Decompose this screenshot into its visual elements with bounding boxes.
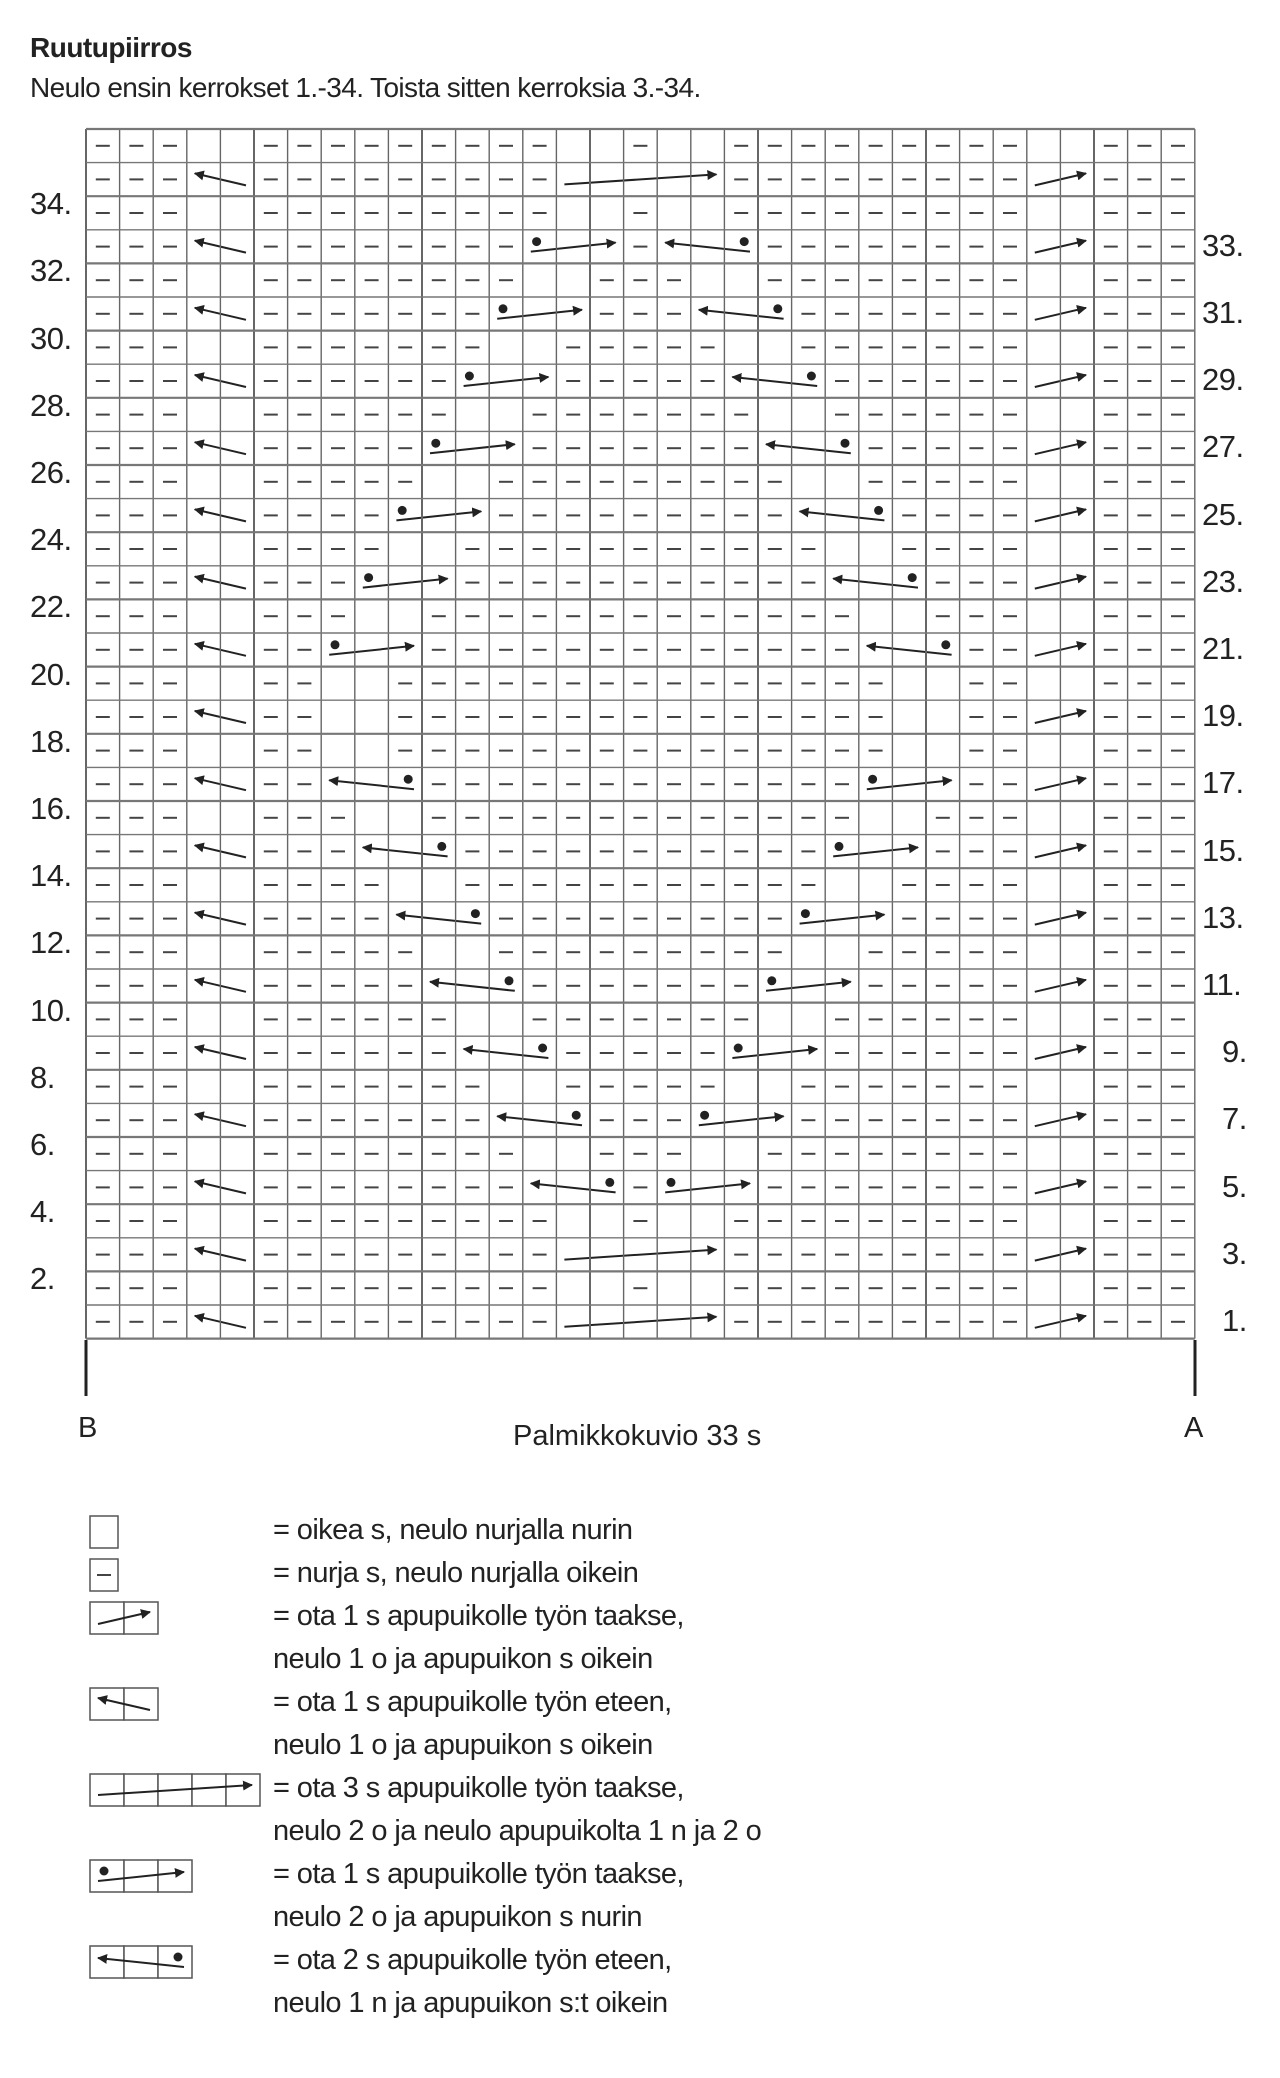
row-label: 5. (1222, 1168, 1247, 1204)
purl-dot (868, 775, 877, 784)
cable-c5 (564, 174, 716, 184)
cable-arrow (699, 1116, 784, 1125)
purl-dot (941, 640, 950, 649)
row-label: 33. (1202, 227, 1244, 263)
legend-cell (124, 1774, 158, 1806)
legend-text: = ota 1 s apupuikolle työn taakse, (273, 1858, 684, 1890)
cable-arrow (867, 780, 952, 789)
cable-arrow (732, 1049, 817, 1058)
purl-dot (801, 909, 810, 918)
legend-cell (90, 1774, 124, 1806)
purl-dot (740, 237, 749, 246)
cable-dot-r (732, 1044, 817, 1059)
chart-row-21 (96, 640, 1185, 656)
purl-dot (100, 1867, 109, 1876)
cable-dot-r (396, 506, 481, 521)
row-label: 12. (30, 925, 72, 961)
legend-cell (90, 1860, 124, 1892)
cable-dot-r (363, 573, 448, 588)
cable-dot-l (732, 372, 817, 387)
cable-arrow (430, 982, 515, 991)
cable-dot-r (800, 909, 885, 924)
chart-row-27 (96, 439, 1185, 455)
cable-arrow (867, 646, 952, 655)
row-label: 1. (1222, 1303, 1247, 1338)
purl-dot (807, 372, 816, 381)
cable-dot-r (766, 976, 851, 991)
row-label: 29. (1202, 362, 1244, 398)
cable-arrow (766, 444, 851, 453)
cable-arrow (497, 1116, 582, 1125)
cable-dot-r (833, 842, 918, 857)
cable-arrow (564, 1250, 716, 1260)
cable-arrow (363, 847, 448, 856)
row-label: 4. (30, 1194, 55, 1230)
cable-arrow (464, 1049, 549, 1058)
purl-dot (465, 372, 474, 381)
purl-dot (398, 506, 407, 515)
purl-dot (532, 237, 541, 246)
chart-row-23 (96, 573, 1185, 589)
legend-cell (90, 1688, 124, 1720)
cable-arrow (363, 579, 448, 588)
cable-dot-r (665, 1178, 750, 1193)
purl-dot (499, 304, 508, 313)
cable-arrow (564, 174, 716, 184)
legend-symbol-dot-l (90, 1946, 192, 1978)
legend-cell (124, 1688, 158, 1720)
row-label: 31. (1202, 295, 1244, 330)
purl-dot (572, 1111, 581, 1120)
cable-dot-l (867, 640, 952, 655)
cable-dot-l (766, 439, 851, 454)
cable-dot-l (464, 1044, 549, 1059)
legend-text: neulo 2 o ja apupuikon s nurin (273, 1901, 642, 1933)
cable-arrow (800, 511, 885, 520)
row-label: 21. (1202, 631, 1244, 666)
purl-dot (908, 573, 917, 582)
purl-dot (437, 842, 446, 851)
legend-text: = nurja s, neulo nurjalla oikein (273, 1557, 639, 1589)
chart-row-9 (96, 1044, 1185, 1060)
cable-arrow (396, 915, 481, 924)
legend-cell (158, 1860, 192, 1892)
purl-dot (174, 1953, 183, 1962)
chart-row-13 (96, 909, 1185, 925)
legend-cell (124, 1602, 158, 1634)
cable-dot-r (497, 304, 582, 319)
cable-dot-r (699, 1111, 784, 1126)
cable-dot-r (464, 372, 549, 387)
legend-text: neulo 2 o ja neulo apupuikolta 1 n ja 2 o (273, 1815, 762, 1847)
cable-dot-l (800, 506, 885, 521)
row-label: 8. (30, 1059, 55, 1095)
legend-symbol-purl (90, 1559, 118, 1591)
chart-row-15 (96, 842, 1185, 858)
legend-text: = oikea s, neulo nurjalla nurin (273, 1514, 633, 1546)
cable-arrow (464, 377, 549, 386)
legend-text: neulo 1 o ja apupuikon s oikein (273, 1643, 653, 1675)
cable-arrow (430, 444, 515, 453)
edge-label-a: A (1184, 1412, 1204, 1444)
cable-arrow (766, 982, 851, 991)
cable-dot-l (665, 237, 750, 252)
cable-arrow (531, 243, 616, 252)
cable-arrow (800, 915, 885, 924)
legend-text: neulo 1 o ja apupuikon s oikein (273, 1729, 653, 1761)
purl-dot (505, 976, 514, 985)
row-label: 3. (1222, 1235, 1247, 1271)
cable-c5 (564, 1250, 716, 1260)
cable-c5 (564, 1317, 716, 1327)
row-label: 7. (1222, 1101, 1247, 1137)
cable-arrow (564, 1317, 716, 1327)
purl-dot (404, 775, 413, 784)
row-label: 24. (30, 522, 72, 558)
purl-dot (538, 1044, 547, 1053)
purl-dot (431, 439, 440, 448)
legend-cell (90, 1946, 124, 1978)
purl-dot (667, 1178, 676, 1187)
chart-row-25 (96, 506, 1185, 522)
cable-dot-l (396, 909, 481, 924)
purl-dot (841, 439, 850, 448)
cable-arrow (732, 377, 817, 386)
chart-title: Ruutupiirros (30, 32, 192, 63)
cable-arrow (665, 243, 750, 252)
row-label: 17. (1202, 765, 1244, 801)
purl-dot (874, 506, 883, 515)
row-label: 27. (1202, 429, 1244, 465)
cable-dot-r (329, 640, 414, 655)
row-label: 28. (30, 387, 72, 423)
legend-symbol-c5 (90, 1774, 260, 1806)
chart-row-29 (96, 372, 1185, 388)
cable-dot-l (329, 775, 414, 790)
legend-text: = ota 3 s apupuikolle työn taakse, (273, 1772, 684, 1804)
cable-arrow (329, 780, 414, 789)
legend-text: = ota 1 s apupuikolle työn taakse, (273, 1600, 684, 1632)
cable-dot-l (833, 573, 918, 588)
cable-dot-l (497, 1111, 582, 1126)
legend-text: neulo 1 n ja apupuikon s:t oikein (273, 1987, 668, 2019)
row-label: 6. (30, 1127, 55, 1162)
cable-dot-l (699, 304, 784, 319)
chart-row-11 (96, 976, 1185, 992)
legend-symbol-tw-l (90, 1688, 158, 1720)
chart-row-19 (96, 711, 1185, 723)
cable-arrow (329, 646, 414, 655)
row-label: 20. (30, 656, 72, 692)
pattern-width-label: Palmikkokuvio 33 s (513, 1420, 762, 1452)
cable-arrow (497, 310, 582, 319)
legend-symbol-dot-r (90, 1860, 192, 1892)
legend-text: = ota 1 s apupuikolle työn eteen, (273, 1686, 672, 1718)
row-label: 34. (30, 186, 72, 222)
cable-dot-l (430, 976, 515, 991)
purl-dot (364, 573, 373, 582)
chart-row-31 (96, 304, 1185, 320)
purl-dot (767, 976, 776, 985)
chart-instructions: Neulo ensin kerrokset 1.-34. Toista sitten kerroksia 3.-34. (30, 72, 701, 103)
row-label: 13. (1202, 899, 1244, 935)
purl-dot (605, 1178, 614, 1187)
cable-arrow (833, 579, 918, 588)
row-label: 30. (30, 320, 72, 356)
purl-dot (700, 1111, 709, 1120)
cable-arrow (665, 1183, 750, 1192)
chart-row-7 (96, 1111, 1185, 1127)
cable-dot-l (363, 842, 448, 857)
cable-dot-r (531, 237, 616, 252)
purl-dot (734, 1044, 743, 1053)
cable-dot-l (531, 1178, 616, 1193)
cable-arrow (833, 847, 918, 856)
legend-cell (90, 1516, 118, 1548)
legend-cell (226, 1774, 260, 1806)
legend-cell (158, 1946, 192, 1978)
row-label: 10. (30, 992, 72, 1028)
legend-cell (192, 1774, 226, 1806)
row-label: 16. (30, 791, 72, 826)
chart-row-33 (96, 237, 1185, 253)
purl-dot (773, 304, 782, 313)
legend-symbol-tw-r (90, 1602, 158, 1634)
cable-arrow (396, 511, 481, 520)
row-label: 14. (30, 858, 72, 894)
purl-dot (835, 842, 844, 851)
cable-dot-r (430, 439, 515, 454)
row-label: 26. (30, 455, 72, 490)
legend-cell (90, 1602, 124, 1634)
edge-label-b: B (78, 1412, 98, 1444)
purl-dot (331, 640, 340, 649)
cable-arrow (699, 310, 784, 319)
chart-row-35 (96, 173, 1185, 185)
chart-row-5 (96, 1178, 1185, 1194)
cable-arrow (531, 1183, 616, 1192)
row-label: 19. (1202, 698, 1244, 734)
row-label: 25. (1202, 496, 1244, 532)
chart-row-3 (96, 1249, 1185, 1261)
row-label: 15. (1202, 832, 1244, 868)
chart-row-17 (96, 775, 1185, 791)
row-label: 22. (30, 589, 72, 625)
row-label: 11. (1202, 967, 1242, 1002)
chart-row-1 (96, 1316, 1185, 1328)
legend-symbol-knit (90, 1516, 118, 1548)
row-label: 18. (30, 723, 72, 759)
row-label: 32. (30, 253, 72, 289)
cable-dot-r (867, 775, 952, 790)
row-label: 23. (1202, 563, 1244, 599)
row-label: 2. (30, 1261, 55, 1297)
row-label: 9. (1222, 1034, 1247, 1070)
purl-dot (471, 909, 480, 918)
legend-text: = ota 2 s apupuikolle työn eteen, (273, 1944, 672, 1976)
